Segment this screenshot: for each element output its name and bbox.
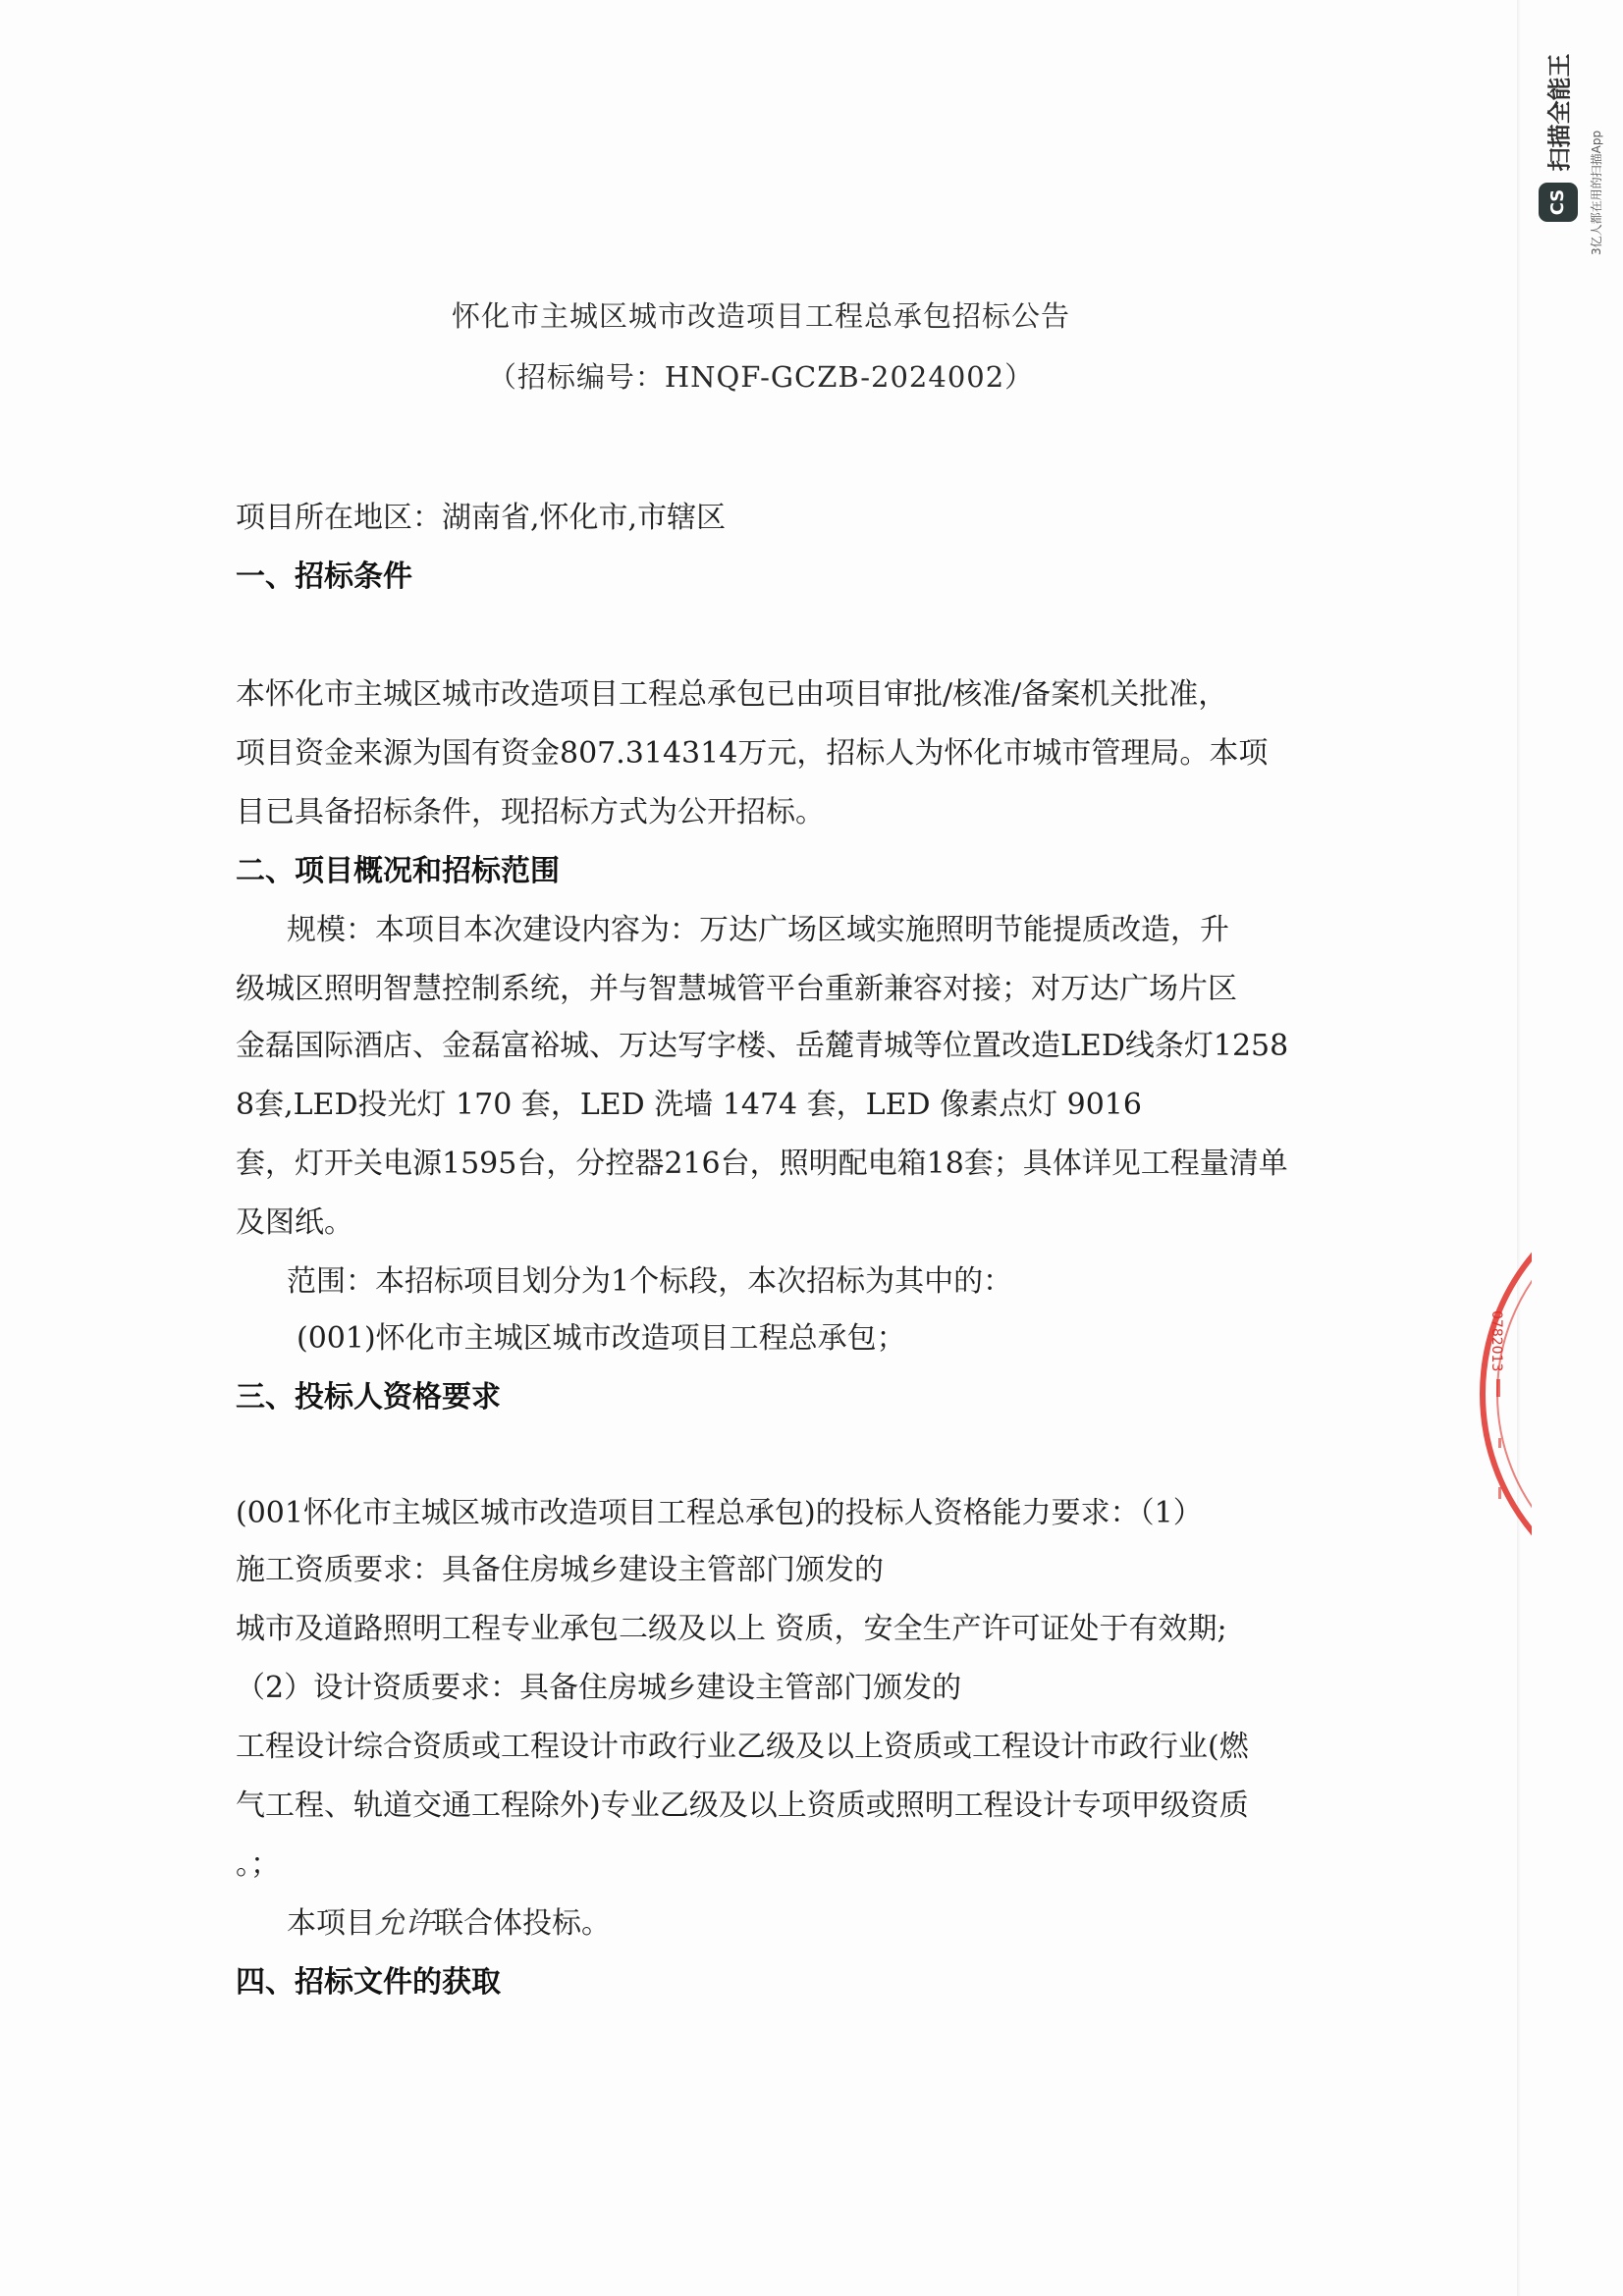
- tender-number: （招标编号：HNQF-GCZB-2024002）: [487, 360, 1035, 394]
- section3-requirement-line: 气工程、轨道交通工程除外)专业乙级及以上资质或照明工程设计专项甲级资质: [236, 1789, 1249, 1823]
- section-heading-1: 一、招标条件: [236, 560, 412, 594]
- consortium-statement: [287, 1904, 611, 1944]
- section2-scale-line: 级城区照明智慧控制系统，并与智慧城管平台重新兼容对接；对万达广场片区: [236, 972, 1237, 1006]
- section2-lot: (001)怀化市主城区城市改造项目工程总承包；: [297, 1321, 906, 1356]
- watermark-tagline: 3亿人都在用的扫描App: [1590, 130, 1603, 255]
- consortium-suffix: 联合体投标。: [434, 1906, 611, 1941]
- cs-logo-icon: CS: [1539, 183, 1578, 222]
- official-seal: [1473, 1232, 1532, 1556]
- section1-paragraph-line: 项目资金来源为国有资金807.314314万元，招标人为怀化市城市管理局。本项: [236, 736, 1269, 771]
- section-heading-4: 四、招标文件的获取: [236, 1965, 501, 2000]
- section1-paragraph-line: 目已具备招标条件，现招标方式为公开招标。: [236, 795, 825, 829]
- seal-stamp-icon: [1473, 1232, 1532, 1556]
- scan-edge-shadow: [1517, 0, 1521, 2296]
- project-location: 项目所在地区：湖南省,怀化市,市辖区: [236, 501, 727, 535]
- section2-scale-line: 金磊国际酒店、金磊富裕城、万达写字楼、岳麓青城等位置改造LED线条灯1258: [236, 1029, 1289, 1063]
- scanner-watermark: [1535, 29, 1603, 255]
- section3-requirement-line: （2）设计资质要求：具备住房城乡建设主管部门颁发的: [236, 1671, 962, 1705]
- section3-requirement-line: 。；: [236, 1847, 280, 1882]
- page-title: 怀化市主城区城市改造项目工程总承包招标公告: [451, 299, 1070, 333]
- section2-scope: 范围：本招标项目划分为1个标段，本次招标为其中的：: [287, 1264, 1013, 1299]
- section3-requirement-line: 工程设计综合资质或工程设计市政行业乙级及以上资质或工程设计市政行业(燃: [236, 1730, 1249, 1764]
- consortium-handwritten: 允许: [375, 1906, 434, 1941]
- section-heading-3: 三、投标人资格要求: [236, 1380, 501, 1415]
- section2-scale-line: 套，灯开关电源1595台，分控器216台，照明配电箱18套；具体详见工程量清单: [236, 1147, 1288, 1181]
- section2-scale-line: 8套,LED投光灯 170 套，LED 洗墙 1474 套，LED 像素点灯 9016: [236, 1088, 1142, 1122]
- svg-text:0782013: 0782013: [1488, 1310, 1504, 1372]
- watermark-app-name: 扫描全能王: [1545, 53, 1574, 172]
- section1-paragraph-line: 本怀化市主城区城市改造项目工程总承包已由项目审批/核准/备案机关批准，: [236, 677, 1228, 712]
- section3-requirement-line: 施工资质要求：具备住房城乡建设主管部门颁发的: [236, 1553, 884, 1587]
- section2-scale-line: 及图纸。: [236, 1205, 353, 1240]
- section-heading-2: 二、项目概况和招标范围: [236, 854, 560, 888]
- section2-scale-line: 规模：本项目本次建设内容为：万达广场区域实施照明节能提质改造，升: [287, 913, 1229, 947]
- consortium-prefix: 本项目: [287, 1906, 375, 1941]
- section3-requirement-line: 城市及道路照明工程专业承包二级及以上 资质，安全生产许可证处于有效期;: [236, 1612, 1227, 1646]
- section3-requirement-line: (001怀化市主城区城市改造项目工程总承包)的投标人资格能力要求：（1）: [236, 1496, 1203, 1530]
